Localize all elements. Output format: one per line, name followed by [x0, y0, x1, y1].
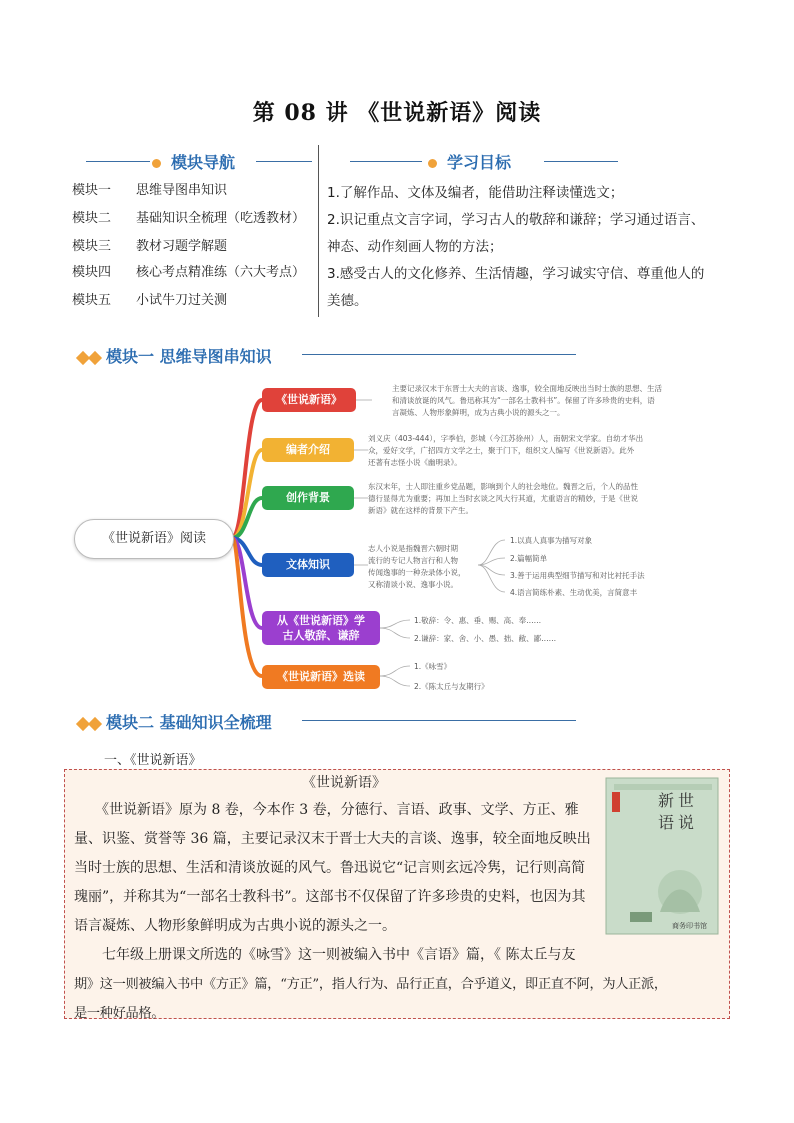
mindmap-node-genre: 文体知识: [262, 553, 354, 577]
nav-item-4[interactable]: 模块四 核心考点精准练（六大考点）: [72, 265, 306, 280]
mindmap-leaf: 2.《陈太丘与友期行》: [414, 682, 489, 691]
mindmap-leaf: 2.篇幅简单: [510, 554, 548, 563]
nav-item-5[interactable]: 模块五 小试牛刀过关测: [72, 293, 228, 308]
mindmap-node-honorifics: 从《世说新语》学 古人敬辞、谦辞: [262, 611, 380, 645]
goal-line: 2.识记重点文言字词，学习古人的敬辞和谦辞；学习通过语言、: [327, 212, 705, 228]
box-title: 《世说新语》: [302, 775, 386, 791]
module2-heading: 模块二 基础知识全梳理: [78, 710, 272, 733]
mindmap-node-work: 《世说新语》: [262, 388, 356, 412]
mindmap-node-selections: 《世说新语》选读: [262, 665, 380, 689]
diamond-icon: [88, 716, 102, 730]
goal-line: 3.感受古人的文化修养、生活情趣，学习诚实守信、尊重他人的: [327, 266, 705, 282]
nav-item-2[interactable]: 模块二 基础知识全梳理（吃透教材）: [72, 211, 306, 226]
svg-text:商务印书馆: 商务印书馆: [672, 922, 707, 930]
mindmap-node-editor: 编者介绍: [262, 438, 354, 462]
page-title: 第 08 讲 《世说新语》阅读: [252, 100, 542, 126]
book-cover-image: [600, 772, 724, 938]
goal-line: 美德。: [327, 293, 368, 309]
mindmap-text-work: 主要记录汉末于东晋士大夫的言谈、逸事，较全面地反映出当时士族的思想、生活 和清谈放诞的风气。鲁迅称其为“一部名士教科书”。保留了许多珍贵的史料，语 言凝炼、人物形象鲜明，成为古典小说的源头之一。: [392, 384, 662, 417]
goals-heading: 学习目标: [428, 150, 511, 173]
mindmap-leaf: 1.以真人真事为描写对象: [510, 536, 593, 545]
nav-heading: 模块导航: [152, 150, 235, 173]
nav-item-1[interactable]: 模块一 思维导图串知识: [72, 183, 228, 198]
box-text-bottom: 期》这一则被编入书中《方正》篇，“方正”，指人行为、品行正直，合乎道义，即正直不阿，为人正派， 是一种好品格。: [74, 977, 667, 1021]
mindmap-text-editor: 刘义庆（403-444），字季伯，彭城（今江苏徐州）人，南朝宋文学家。自幼才华出 众，爱好文学，广招四方文学之士，聚于门下，组织文人编写《世说新语》。此外 还著有志怪小说《幽明录》。: [368, 434, 644, 467]
book-title-glyph: 世说新语: [658, 791, 695, 832]
mindmap-leaf: 4.语言简练朴素、生动优美，言简意丰: [510, 588, 638, 597]
goal-line: 神态、动作刻画人物的方法；: [327, 239, 503, 255]
nav-item-3[interactable]: 模块三 教材习题学解题: [72, 239, 228, 254]
branch-orange: [232, 538, 262, 676]
mindmap-leaf: 2.谦辞：家、舍、小、愚、拙、敝、鄙……: [414, 634, 557, 643]
mindmap-center: 《世说新语》阅读: [74, 519, 234, 559]
section-heading: 一、《世说新语》: [104, 753, 202, 768]
mindmap-leaf: 3.善于运用典型细节描写和对比衬托手法: [510, 571, 645, 580]
mindmap-leaf: 1.敬辞：令、惠、垂、赐、高、奉……: [414, 616, 542, 625]
module1-heading: 模块一 思维导图串知识: [78, 344, 272, 367]
box-text-top: 《世说新语》原为 8 卷，今本作 3 卷，分德行、言语、政事、文学、方正、雅 量、识鉴、赏誉等 36 篇，主要记录汉末于晋士大夫的言谈、逸事，较全面地反映出 当时士族的思想、生活和清谈放诞的风气。鲁迅说它“记言则玄远冷隽，记行则高简 瑰丽”，并称其为“一部名士教科书”。这部书不仅保留了许多珍贵的史料，也因为其 语言凝炼、人物形象鲜明成为古典小说的源头之一。 七年级上册课文所选的《咏雪》这一则被编入书中《言语》篇，《 陈太丘与友: [74, 802, 591, 963]
goal-line: 1.了解作品、文体及编者，能借助注释读懂选文；: [327, 185, 624, 201]
mindmap-text-background: 东汉末年，士人即注重乡党品题，影响到个人的社会地位。魏晋之后，个人的品性 德行显得尤为重要；再加上当时玄谈之风大行其道，尤重语言的精妙，于是《世说 新语》就在这样的背景下产生。: [368, 482, 638, 515]
mindmap-text-genre: 志人小说是指魏晋六朝时期 流行的专记人物言行和人物 传闻逸事的一种杂录体小说， 又称清谈小说、逸事小说。: [368, 544, 466, 589]
mindmap-node-background: 创作背景: [262, 486, 354, 510]
module2-heading-line: [302, 720, 576, 721]
mindmap-leaf: 1.《咏雪》: [414, 662, 452, 671]
